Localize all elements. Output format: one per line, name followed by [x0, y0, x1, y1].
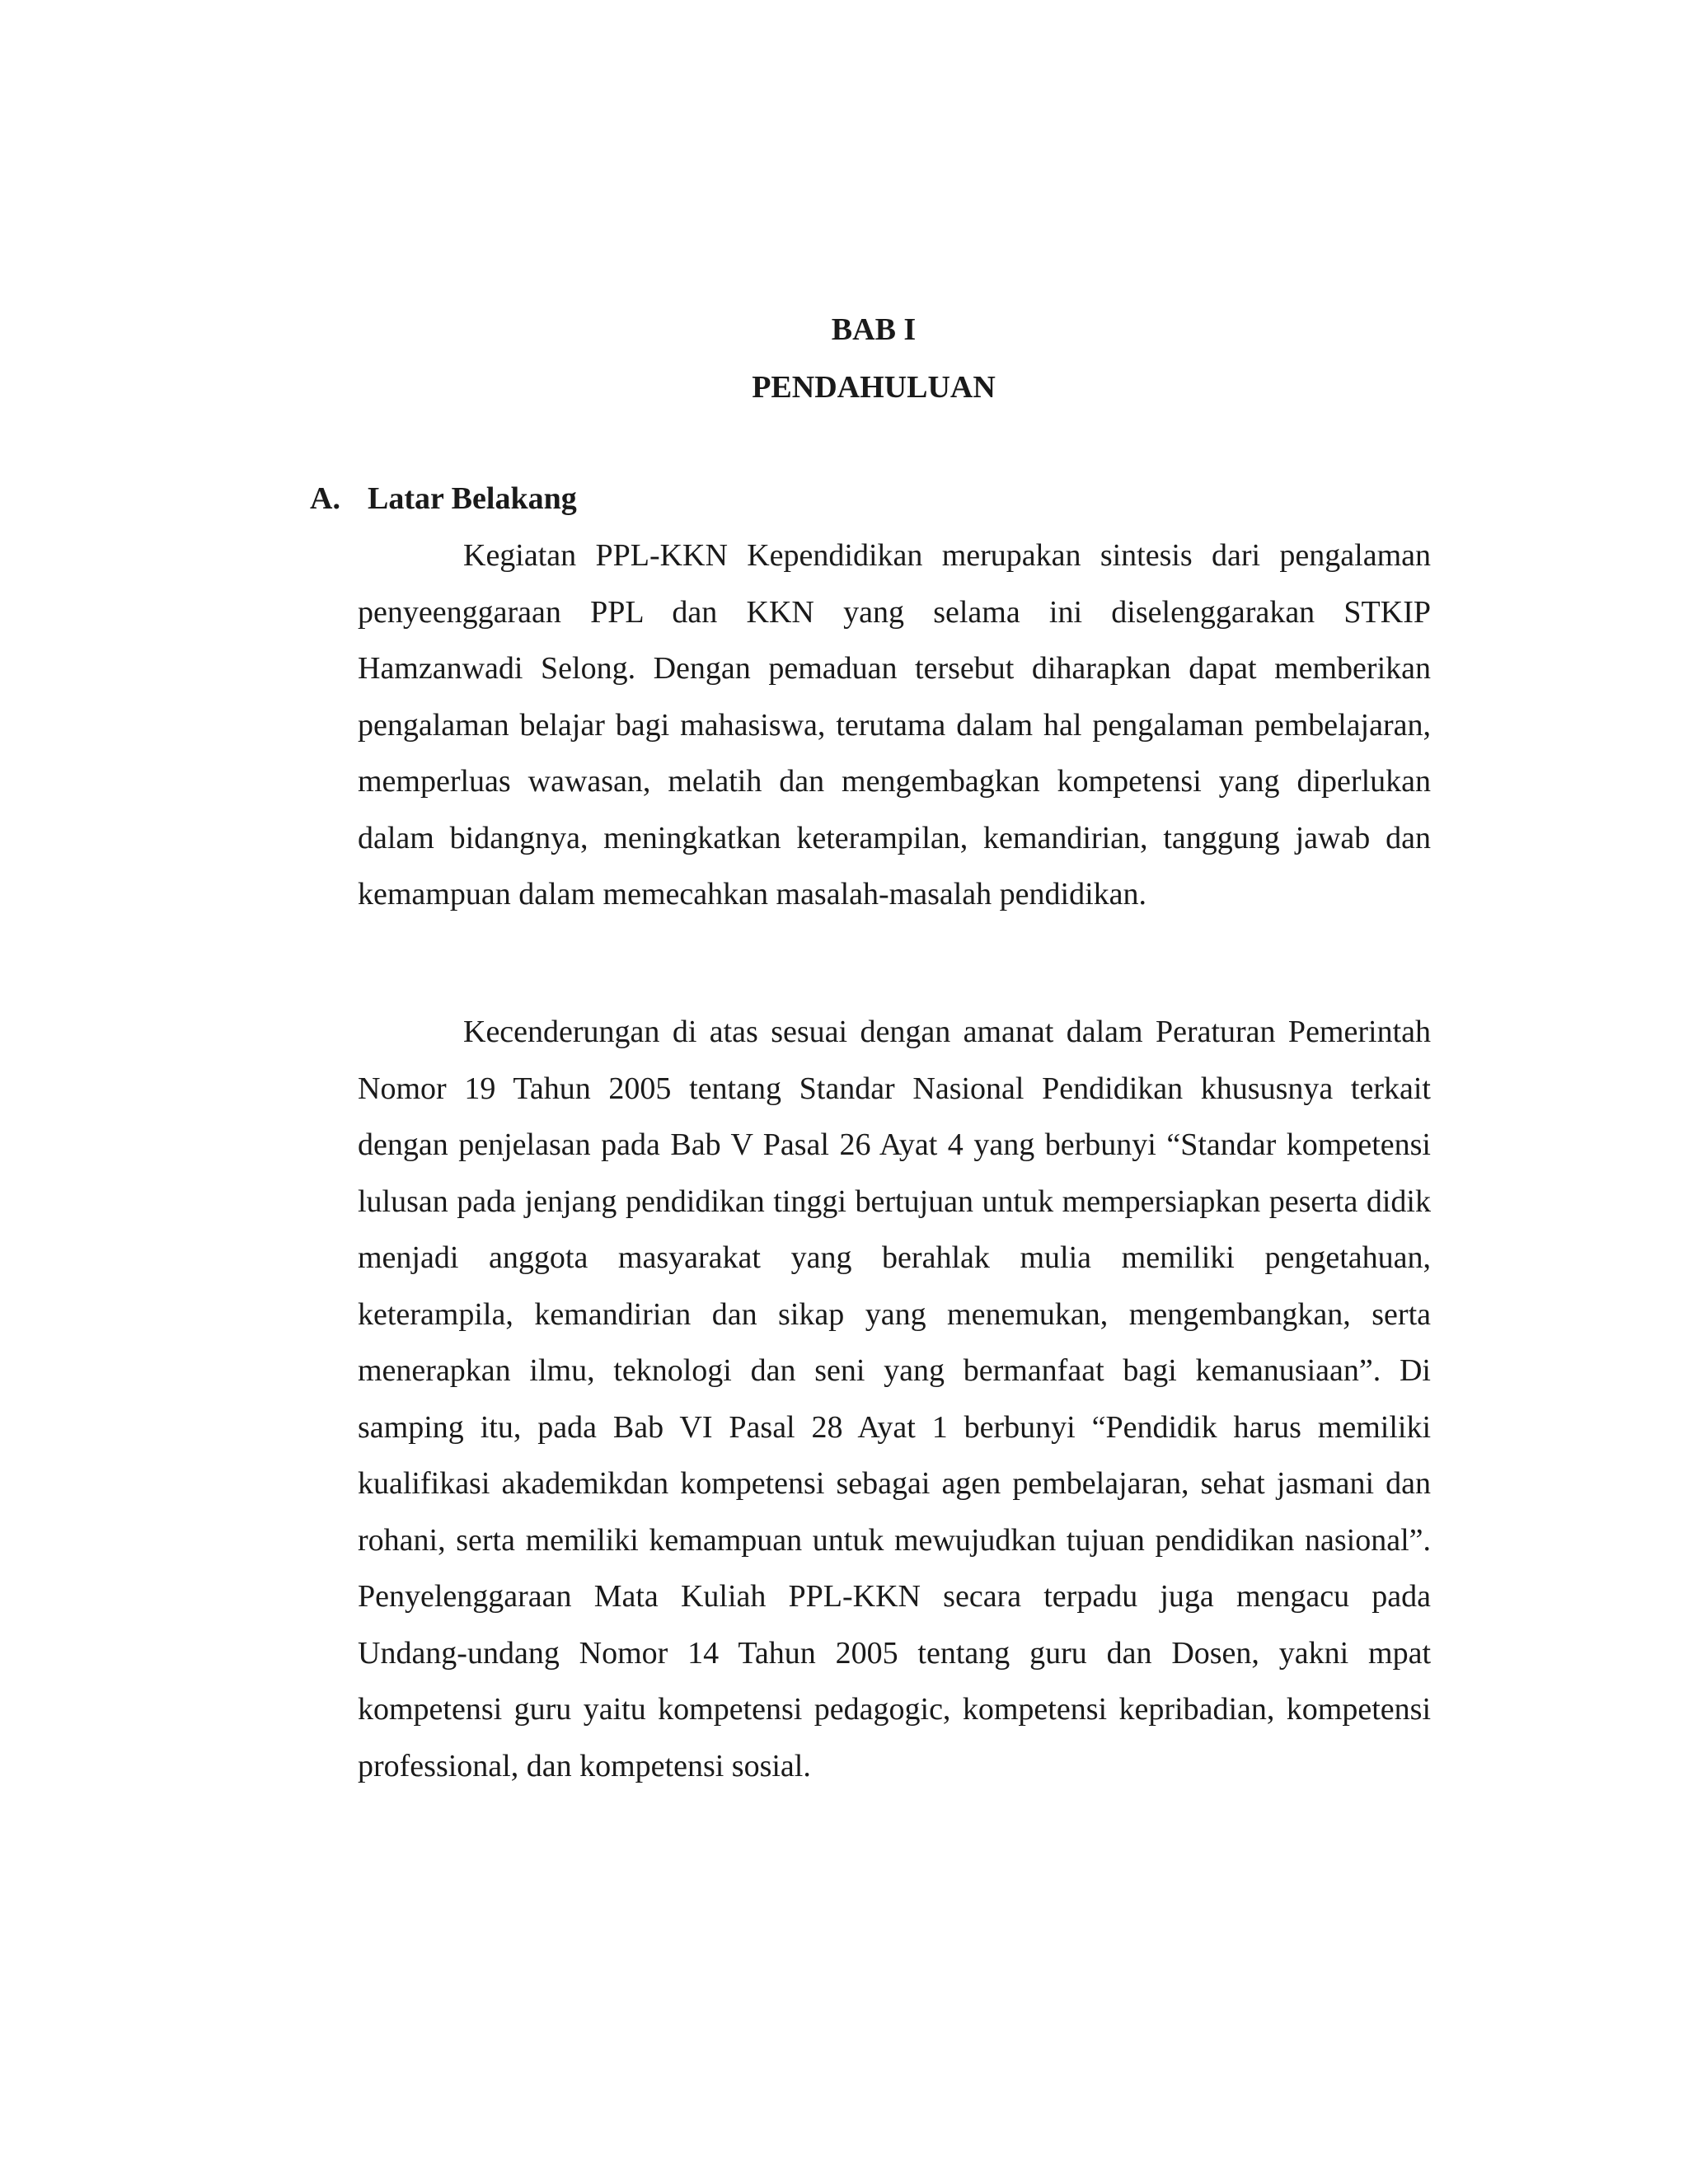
chapter-number: BAB I	[831, 312, 917, 347]
paragraph-2: Kecenderungan di atas sesuai dengan amanat dalam Peraturan Pemerintah Nomor 19 Tahun 2005 tentang Standar Nasional Pendidikan khususnya terkait dengan penjelasan pada Bab V Pasal 26 Ayat 4 yang berbunyi “Standar kompetensi lulusan pada jenjang pendidikan tinggi bertujuan untuk mempersiapkan peserta didik menjadi anggota masyarakat yang berahlak mulia memiliki pengetahuan, keterampila, kemandirian dan sikap yang menemukan, mengembangkan, serta menerapkan ilmu, teknologi dan seni yang bermanfaat bagi kemanusiaan”. Di samping itu, pada Bab VI Pasal 28 Ayat 1 berbunyi “Pendidik harus memiliki kualifikasi akademikdan kompetensi sebagai agen pembelajaran, sehat jasmani dan rohani, serta memiliki kemampuan untuk mewujudkan tujuan pendidikan nasional”. Penyelenggaraan Mata Kuliah PPL-KKN secara terpadu juga mengacu pada Undang-undang Nomor 14 Tahun 2005 tentang guru dan Dosen, yakni mpat kompetensi guru yaitu kompetensi pedagogic, kompetensi kepribadian, kompetensi professional, dan kompetensi sosial.	[358, 1015, 1431, 1783]
section-letter: A.	[310, 481, 340, 516]
section-heading	[310, 474, 577, 523]
chapter-title: PENDAHULUAN	[752, 370, 996, 405]
section-title: Latar Belakang	[368, 481, 577, 516]
paragraph-1: Kegiatan PPL-KKN Kependidikan merupakan sintesis dari pengalaman penyeenggaraan PPL dan KKN yang selama ini diselenggarakan STKIP Hamzanwadi Selong. Dengan pemaduan tersebut diharapkan dapat memberikan pengalaman belajar bagi mahasiswa, terutama dalam hal pengalaman pembelajaran, memperluas wawasan, melatih dan mengembagkan kompetensi yang diperlukan dalam bidangnya, meningkatkan keterampilan, kemandirian, tanggung jawab dan kemampuan dalam memecahkan masalah-masalah pendidikan.	[358, 538, 1431, 912]
